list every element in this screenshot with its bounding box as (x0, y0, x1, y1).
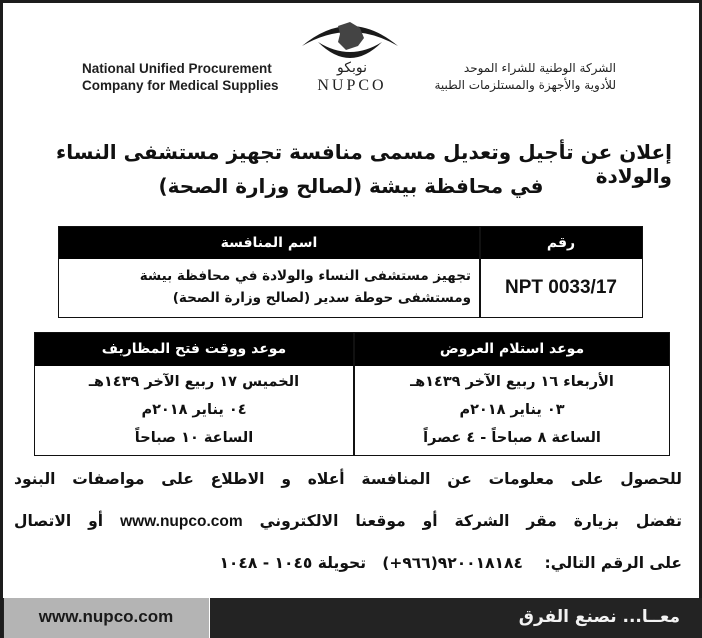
info-line1: للحصول على معلومات عن المنافسة أعلاه و الاطلاع على مواصفات البنود (14, 470, 682, 488)
announcement-title-line1: إعلان عن تأجيل وتعديل مسمى منافسة تجهيز مستشفى النساء والولادة (56, 140, 672, 188)
company-name-en-line1: National Unified Procurement (82, 61, 272, 76)
company-name-ar-line2: للأدوية والأجهزة والمستلزمات الطبية (434, 78, 616, 92)
logo-text-arabic: نوبكو (337, 60, 367, 76)
company-name-en-line2: Company for Medical Supplies (82, 78, 279, 93)
submission-time: الساعة ٨ صباحاً - ٤ عصراً (423, 430, 601, 446)
info-visit-text: تفضل بزيارة مقر الشركة أو موقعنا الالكتروني (259, 512, 682, 530)
opening-column (35, 333, 353, 455)
header-submission-date: موعد استلام العروض (439, 341, 585, 357)
company-name-arabic (404, 60, 616, 94)
schedule-table (34, 332, 670, 456)
header-tender-name: اسم المنافسة (220, 235, 318, 251)
logo-text-english: NUPCO (317, 77, 387, 94)
submission-column (355, 333, 669, 455)
opening-time: الساعة ١٠ صباحاً (134, 430, 254, 446)
footer-website-link[interactable]: www.nupco.com (38, 607, 174, 626)
info-line2 (14, 512, 682, 531)
phone-label: على الرقم التالي: (544, 554, 682, 572)
phone-extension: تحويلة ١٠٤٥ - ١٠٤٨ (219, 554, 367, 572)
phone-number: (+٩٦٦)٩٢٠٠١٨١٨٤ (382, 554, 523, 572)
announcement-title-line2: في محافظة بيشة (لصالح وزارة الصحة) (158, 174, 544, 198)
company-name-ar-line1: الشركة الوطنية للشراء الموحد (463, 61, 616, 75)
tender-name-line2: ومستشفى حوطة سدير (لصالح وزارة الصحة) (172, 290, 471, 306)
footer-slogan: معــا... نصنع الفرق (518, 607, 680, 627)
info-contact-text: أو الاتصال (14, 512, 104, 530)
header-tender-number: رقم (546, 235, 576, 251)
info-line3 (14, 554, 682, 572)
opening-gregorian-date: ٠٤ يناير ٢٠١٨م (141, 402, 247, 418)
tender-name-cell (67, 265, 471, 309)
submission-hijri-date: الأربعاء ١٦ ربيع الآخر ١٤٣٩هـ (410, 374, 614, 390)
header-envelope-opening: موعد ووقت فتح المظاريف (101, 341, 287, 357)
tender-number-cell: NPT 0033/17 (505, 277, 617, 298)
tender-name-line1: تجهيز مستشفى النساء والولادة في محافظة بيشة (139, 268, 471, 284)
tender-table (58, 226, 643, 318)
opening-hijri-date: الخميس ١٧ ربيع الآخر ١٤٣٩هـ (88, 374, 300, 390)
company-name-english (82, 60, 302, 94)
submission-gregorian-date: ٠٣ يناير ٢٠١٨م (459, 402, 565, 418)
website-link[interactable]: www.nupco.com (120, 513, 243, 530)
